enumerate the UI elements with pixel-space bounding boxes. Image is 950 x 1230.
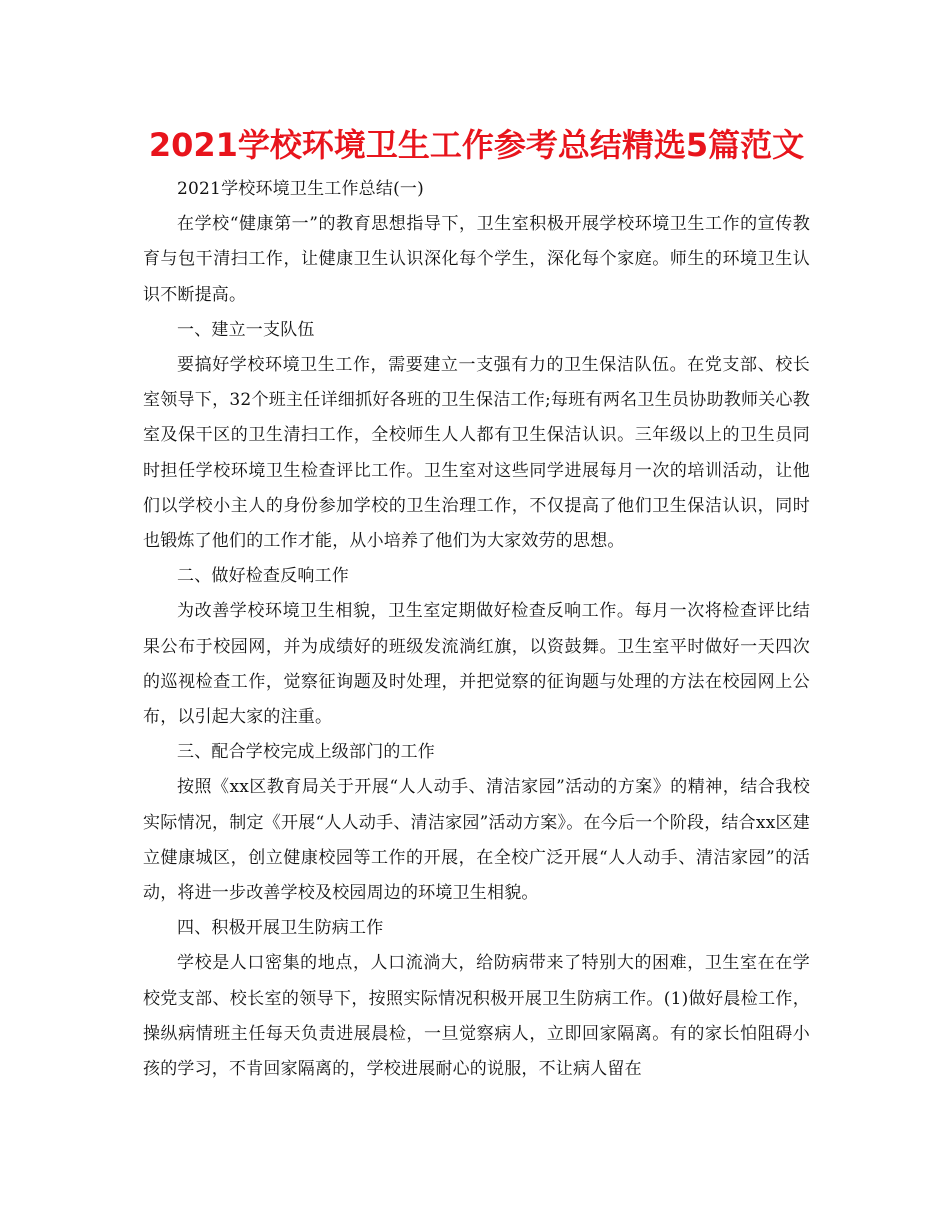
heading-cooperation: 三、配合学校完成上级部门的工作 — [177, 742, 435, 763]
heading-inspection: 二、做好检查反响工作 — [177, 566, 349, 587]
section-subtitle: 2021学校环境卫生工作总结(一) — [177, 179, 424, 199]
paragraph-cooperation: 按照《xx区教育局关于开展“人人动手、清洁家园”活动的方案》的精神，结合我校实际情况，制定《开展“人人动手、清洁家园”活动方案》。在今后一个阶段，结合xx区建立健康城区，创立健康校园等工作的开展，在全校广泛开展“人人动手、清洁家园”的活动，将进一步改善学校及校园周边的环境卫生相貌。 — [143, 777, 810, 904]
heading-team: 一、建立一支队伍 — [177, 319, 315, 340]
paragraph-disease-prevention: 学校是人口密集的地点，人口流淌大，给防病带来了特别大的困难，卫生室在在学校党支部、校长室的领导下，按照实际情况积极开展卫生防病工作。(1)做好晨检工作，操纵病情班主任每天负责进展晨检，一旦觉察病人，立即回家隔离。有的家长怕阻碍小孩的学习，不肯回家隔离的，学校进展耐心的说服，不让病人留在 — [143, 953, 810, 1080]
document-title: 2021学校环境卫生工作参考总结精选5篇范文 — [148, 126, 805, 164]
paragraph-team: 要搞好学校环境卫生工作，需要建立一支强有力的卫生保洁队伍。在党支部、校长室领导下，32个班主任详细抓好各班的卫生保洁工作;每班有两名卫生员协助教师关心教室及保干区的卫生清扫工作，全校师生人人都有卫生保洁认识。三年级以上的卫生员同时担任学校环境卫生检查评比工作。卫生室对这些同学进展每月一次的培训活动，让他们以学校小主人的身份参加学校的卫生治理工作，不仅提高了他们卫生保洁认识，同时也锻炼了他们的工作才能，从小培养了他们为大家效劳的思想。 — [143, 355, 810, 552]
paragraph-inspection: 为改善学校环境卫生相貌，卫生室定期做好检查反响工作。每月一次将检查评比结果公布于校园网，并为成绩好的班级发流淌红旗，以资鼓舞。卫生室平时做好一天四次的巡视检查工作，觉察征询题及时处理，并把觉察的征询题与处理的方法在校园网上公布，以引起大家的注重。 — [143, 601, 810, 728]
paragraph-intro: 在学校“健康第一”的教育思想指导下，卫生室积极开展学校环境卫生工作的宣传教育与包干清扫工作，让健康卫生认识深化每个学生，深化每个家庭。师生的环境卫生认识不断提高。 — [143, 214, 810, 305]
heading-disease-prevention: 四、积极开展卫生防病工作 — [177, 918, 384, 939]
